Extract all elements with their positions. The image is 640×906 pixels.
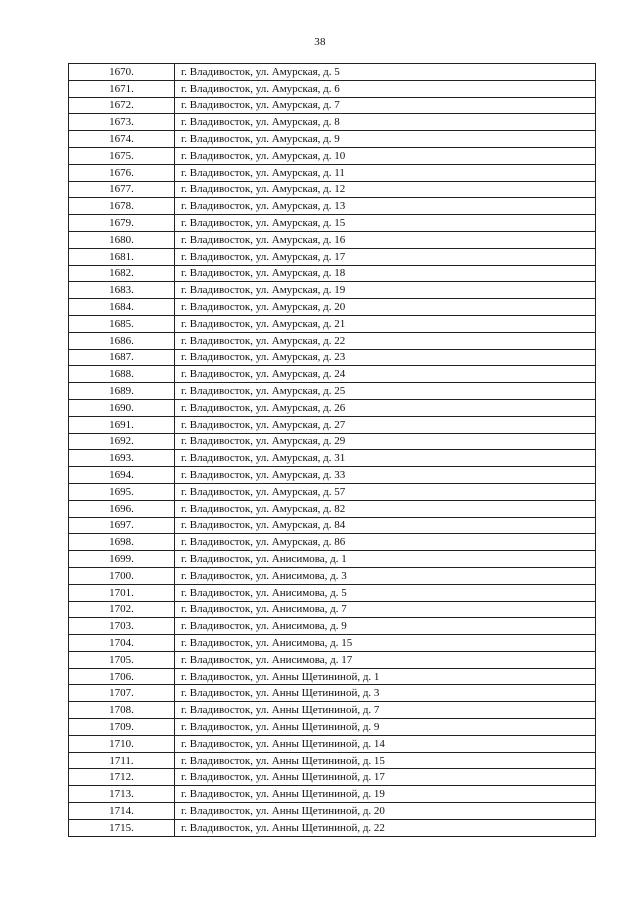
row-address: г. Владивосток, ул. Анисимова, д. 3 [175,567,596,584]
row-address: г. Владивосток, ул. Анисимова, д. 15 [175,635,596,652]
row-address: г. Владивосток, ул. Амурская, д. 10 [175,147,596,164]
row-number: 1696. [69,500,175,517]
row-address: г. Владивосток, ул. Анисимова, д. 17 [175,651,596,668]
row-number: 1671. [69,80,175,97]
row-number: 1714. [69,803,175,820]
row-address: г. Владивосток, ул. Анны Щетининой, д. 7 [175,702,596,719]
row-address: г. Владивосток, ул. Амурская, д. 29 [175,433,596,450]
table-row [69,601,596,618]
table-row [69,215,596,232]
row-number: 1711. [69,752,175,769]
table-row [69,299,596,316]
row-address: г. Владивосток, ул. Анны Щетининой, д. 22 [175,819,596,836]
row-number: 1684. [69,299,175,316]
table-row [69,450,596,467]
row-address: г. Владивосток, ул. Анны Щетининой, д. 15 [175,752,596,769]
table-row [69,265,596,282]
row-number: 1705. [69,651,175,668]
table-row [69,651,596,668]
table-row [69,80,596,97]
row-address: г. Владивосток, ул. Амурская, д. 19 [175,282,596,299]
row-number: 1702. [69,601,175,618]
row-number: 1677. [69,181,175,198]
row-number: 1692. [69,433,175,450]
table-row [69,248,596,265]
table-row [69,668,596,685]
row-number: 1670. [69,64,175,81]
row-address: г. Владивосток, ул. Амурская, д. 21 [175,315,596,332]
table-row [69,164,596,181]
row-number: 1686. [69,332,175,349]
table-row [69,332,596,349]
row-address: г. Владивосток, ул. Амурская, д. 15 [175,215,596,232]
row-number: 1680. [69,231,175,248]
row-address: г. Владивосток, ул. Анисимова, д. 7 [175,601,596,618]
row-address: г. Владивосток, ул. Анны Щетининой, д. 17 [175,769,596,786]
table-row [69,702,596,719]
row-number: 1682. [69,265,175,282]
row-address: г. Владивосток, ул. Амурская, д. 6 [175,80,596,97]
table-row [69,349,596,366]
row-number: 1707. [69,685,175,702]
row-number: 1679. [69,215,175,232]
row-number: 1687. [69,349,175,366]
table-row [69,803,596,820]
table-row [69,719,596,736]
row-address: г. Владивосток, ул. Анны Щетининой, д. 9 [175,719,596,736]
row-number: 1695. [69,483,175,500]
row-address: г. Владивосток, ул. Амурская, д. 24 [175,366,596,383]
table-row [69,198,596,215]
table-row [69,752,596,769]
row-address: г. Владивосток, ул. Анисимова, д. 1 [175,551,596,568]
table-row [69,282,596,299]
row-number: 1715. [69,819,175,836]
row-address: г. Владивосток, ул. Анны Щетининой, д. 19 [175,786,596,803]
table-row [69,315,596,332]
row-number: 1678. [69,198,175,215]
row-address: г. Владивосток, ул. Амурская, д. 9 [175,131,596,148]
table-row [69,769,596,786]
row-address: г. Владивосток, ул. Амурская, д. 23 [175,349,596,366]
row-number: 1688. [69,366,175,383]
row-address: г. Владивосток, ул. Амурская, д. 31 [175,450,596,467]
address-table [68,63,596,837]
row-number: 1706. [69,668,175,685]
row-address: г. Владивосток, ул. Амурская, д. 11 [175,164,596,181]
row-number: 1694. [69,467,175,484]
row-address: г. Владивосток, ул. Анны Щетининой, д. 1 [175,668,596,685]
table-row [69,786,596,803]
row-number: 1674. [69,131,175,148]
row-number: 1701. [69,584,175,601]
row-address: г. Владивосток, ул. Амурская, д. 84 [175,517,596,534]
row-address: г. Владивосток, ул. Амурская, д. 8 [175,114,596,131]
row-number: 1672. [69,97,175,114]
row-number: 1699. [69,551,175,568]
row-number: 1673. [69,114,175,131]
row-number: 1675. [69,147,175,164]
row-address: г. Владивосток, ул. Амурская, д. 26 [175,399,596,416]
row-number: 1697. [69,517,175,534]
address-table-body [69,64,596,837]
table-row [69,114,596,131]
row-number: 1681. [69,248,175,265]
table-row [69,366,596,383]
row-number: 1683. [69,282,175,299]
row-address: г. Владивосток, ул. Амурская, д. 5 [175,64,596,81]
row-number: 1713. [69,786,175,803]
row-number: 1704. [69,635,175,652]
row-address: г. Владивосток, ул. Анны Щетининой, д. 20 [175,803,596,820]
row-address: г. Владивосток, ул. Анисимова, д. 9 [175,618,596,635]
table-row [69,635,596,652]
table-row [69,147,596,164]
row-number: 1689. [69,383,175,400]
row-address: г. Владивосток, ул. Амурская, д. 82 [175,500,596,517]
table-row [69,551,596,568]
row-address: г. Владивосток, ул. Амурская, д. 17 [175,248,596,265]
row-number: 1693. [69,450,175,467]
table-row [69,685,596,702]
row-address: г. Владивосток, ул. Анны Щетининой, д. 14 [175,735,596,752]
row-address: г. Владивосток, ул. Амурская, д. 12 [175,181,596,198]
table-row [69,97,596,114]
table-row [69,567,596,584]
row-number: 1712. [69,769,175,786]
table-row [69,399,596,416]
row-address: г. Владивосток, ул. Амурская, д. 16 [175,231,596,248]
row-number: 1685. [69,315,175,332]
row-number: 1703. [69,618,175,635]
table-row [69,467,596,484]
table-row [69,534,596,551]
row-address: г. Владивосток, ул. Анисимова, д. 5 [175,584,596,601]
table-row [69,483,596,500]
row-address: г. Владивосток, ул. Амурская, д. 22 [175,332,596,349]
table-row [69,181,596,198]
row-address: г. Владивосток, ул. Амурская, д. 86 [175,534,596,551]
row-address: г. Владивосток, ул. Амурская, д. 7 [175,97,596,114]
row-number: 1710. [69,735,175,752]
row-address: г. Владивосток, ул. Амурская, д. 20 [175,299,596,316]
table-row [69,64,596,81]
table-row [69,131,596,148]
table-row [69,819,596,836]
table-row [69,584,596,601]
row-number: 1690. [69,399,175,416]
row-address: г. Владивосток, ул. Амурская, д. 33 [175,467,596,484]
row-address: г. Владивосток, ул. Амурская, д. 18 [175,265,596,282]
row-number: 1676. [69,164,175,181]
row-address: г. Владивосток, ул. Анны Щетининой, д. 3 [175,685,596,702]
table-row [69,416,596,433]
row-number: 1698. [69,534,175,551]
table-row [69,383,596,400]
table-row [69,500,596,517]
table-row [69,433,596,450]
row-address: г. Владивосток, ул. Амурская, д. 25 [175,383,596,400]
table-row [69,231,596,248]
table-row [69,735,596,752]
row-number: 1708. [69,702,175,719]
row-number: 1691. [69,416,175,433]
row-number: 1709. [69,719,175,736]
page-number: 38 [314,36,326,48]
table-row [69,618,596,635]
row-address: г. Владивосток, ул. Амурская, д. 27 [175,416,596,433]
row-address: г. Владивосток, ул. Амурская, д. 13 [175,198,596,215]
table-row [69,517,596,534]
row-address: г. Владивосток, ул. Амурская, д. 57 [175,483,596,500]
row-number: 1700. [69,567,175,584]
